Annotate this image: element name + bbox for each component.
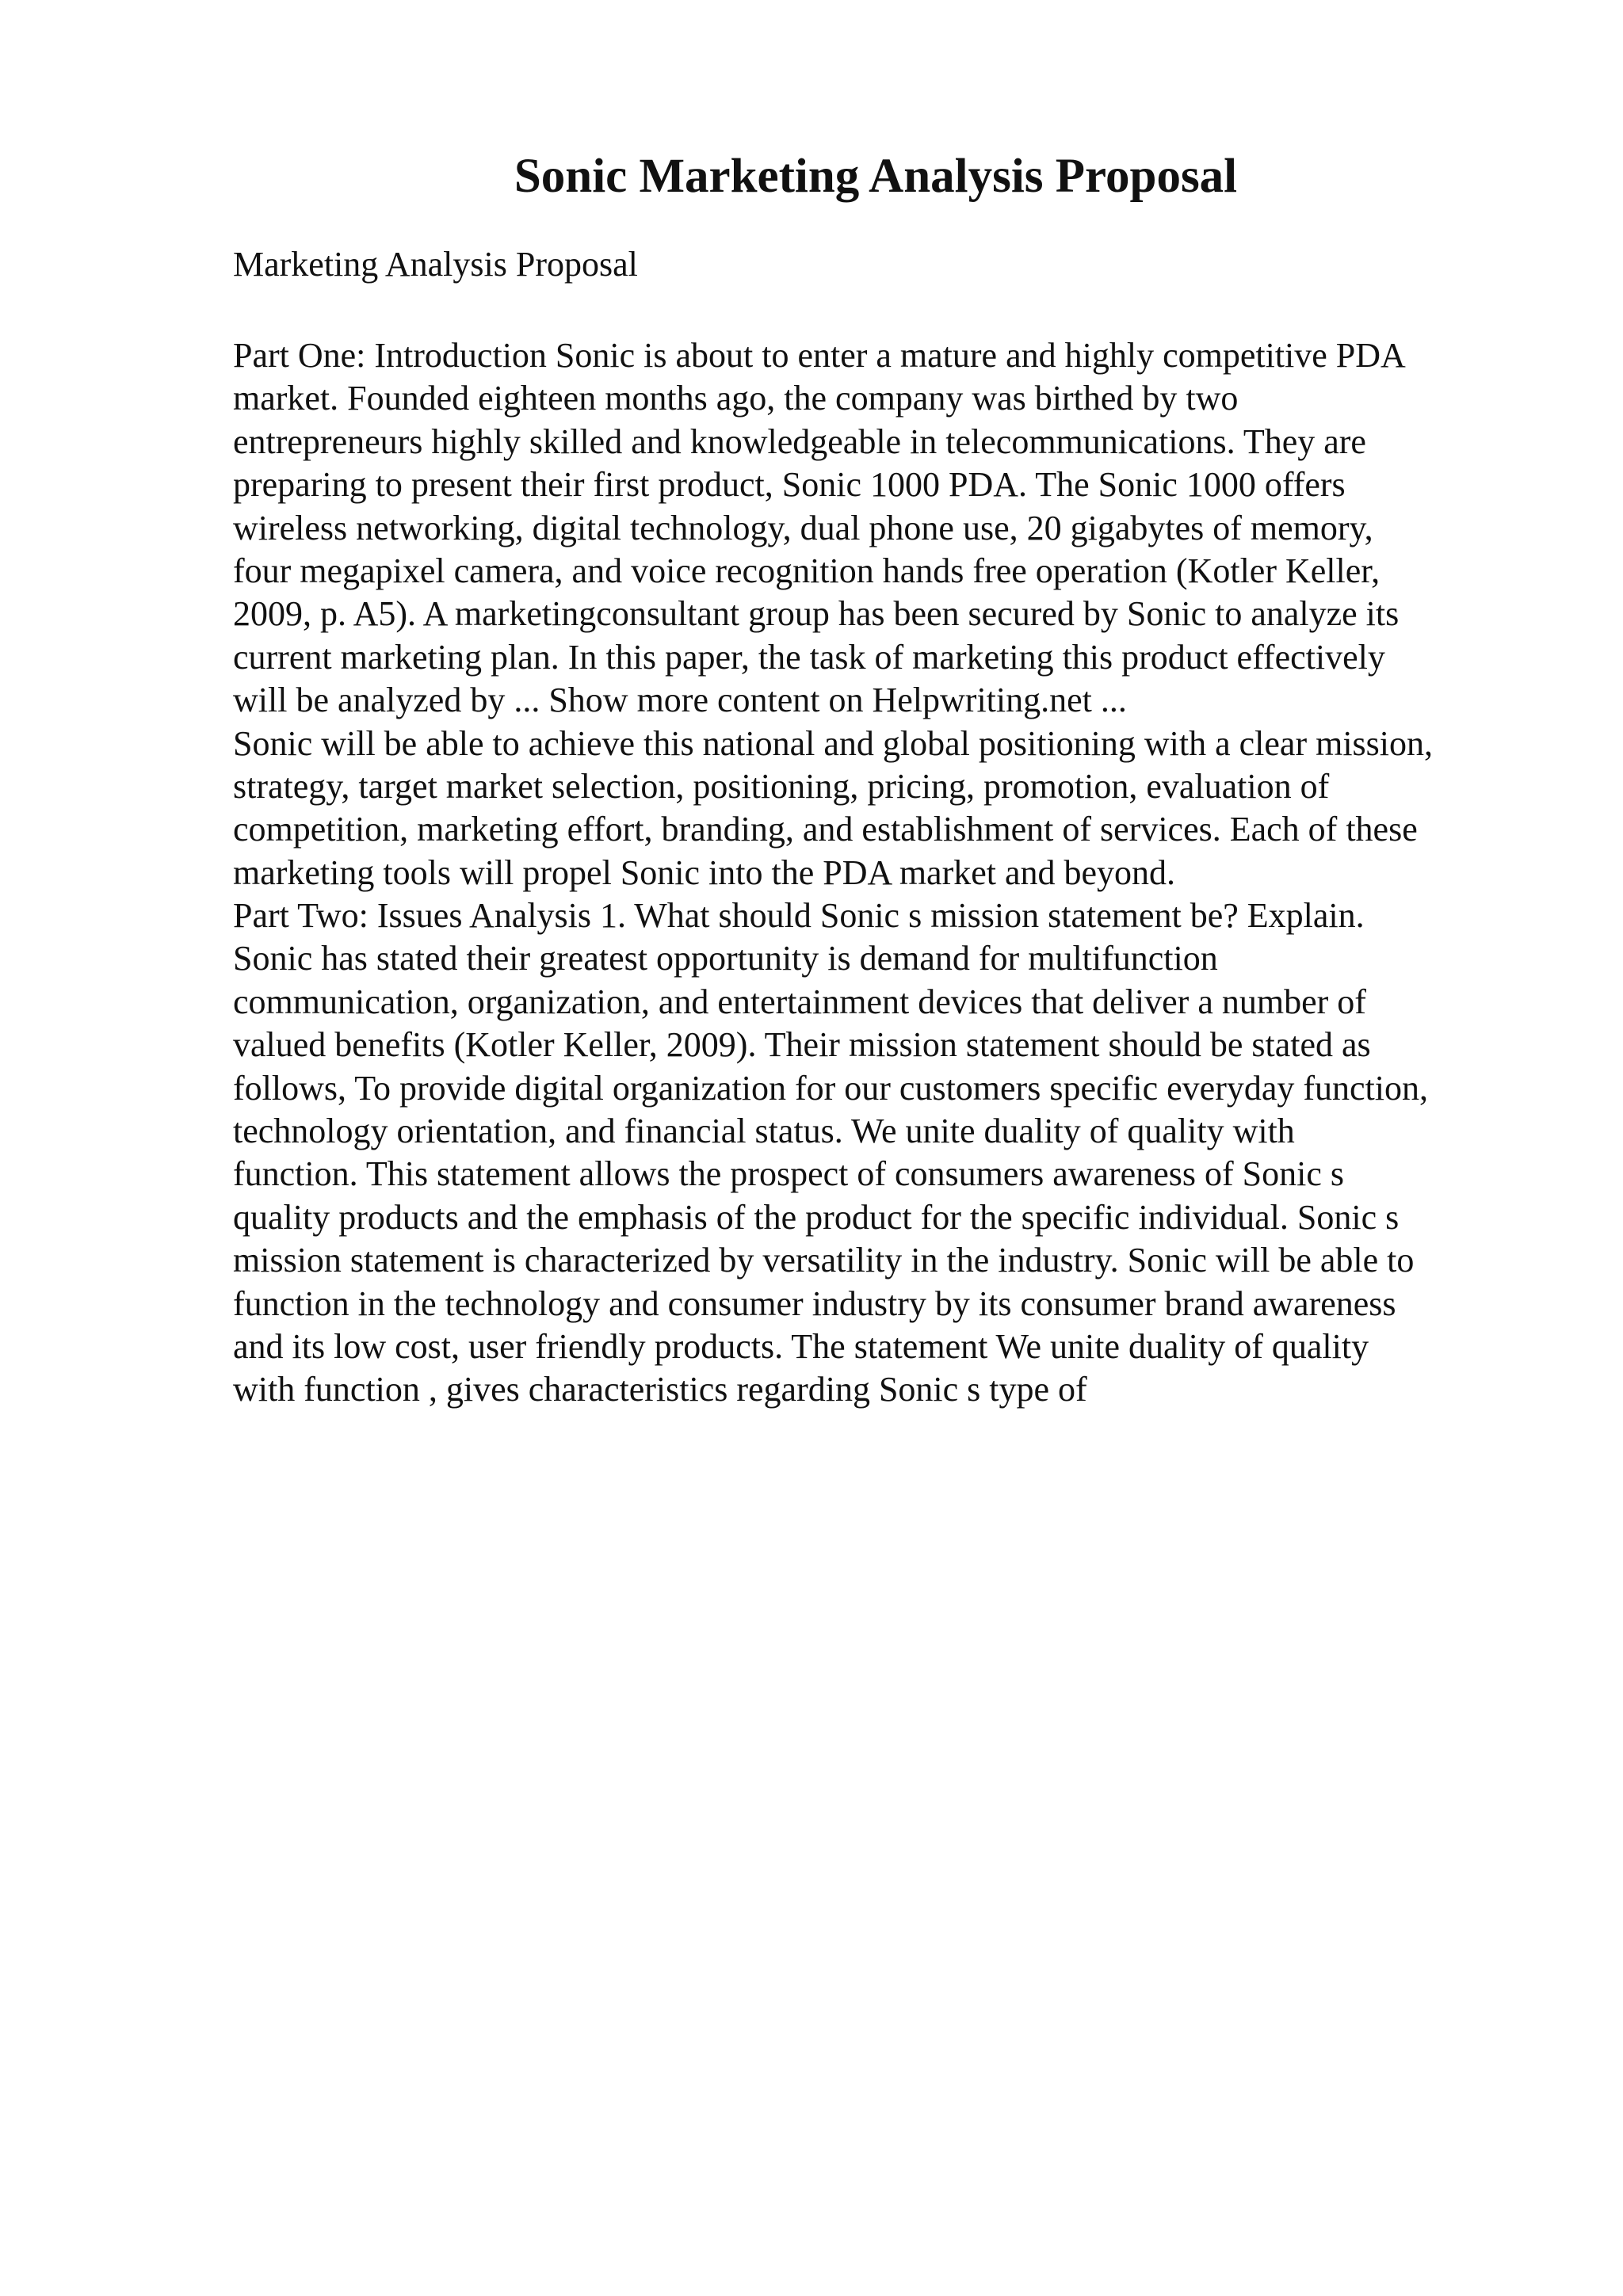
body-line: Part One: Introduction Sonic is about to enter a mature and highly competitive PDA <box>233 336 1406 375</box>
body-line: valued benefits (Kotler Keller, 2009). Their mission statement should be stated as <box>233 1025 1371 1065</box>
body-line: mission statement is characterized by versatility in the industry. Sonic will be able to <box>233 1241 1415 1280</box>
body-line: quality products and the emphasis of the product for the specific individual. Sonic s <box>233 1197 1400 1237</box>
body-line: entrepreneurs highly skilled and knowledgeable in telecommunications. They are <box>233 421 1366 461</box>
body-line: Sonic will be able to achieve this national and global positioning with a clear mission, <box>233 723 1434 763</box>
body-line: follows, To provide digital organization for our customers specific everyday function, <box>233 1068 1429 1108</box>
body-line: Sonic has stated their greatest opportunity is demand for multifunction <box>233 939 1218 978</box>
body-line: 2009, p. A5). A marketingconsultant group has been secured by Sonic to analyze its <box>233 594 1400 634</box>
body-line: function in the technology and consumer industry by its consumer brand awareness <box>233 1283 1396 1323</box>
body-line: four megapixel camera, and voice recognition hands free operation (Kotler Keller, <box>233 551 1381 590</box>
body-line: and its low cost, user friendly products. The statement We unite duality of quality <box>233 1326 1369 1366</box>
body-line: marketing tools will propel Sonic into the PDA market and beyond. <box>233 852 1176 892</box>
body-line: function. This statement allows the prospect of consumers awareness of Sonic s <box>233 1154 1344 1194</box>
body-line: wireless networking, digital technology, dual phone use, 20 gigabytes of memory, <box>233 508 1373 547</box>
body-line: will be analyzed by ... Show more content on Helpwriting.net ... <box>233 681 1127 720</box>
document-subtitle: Marketing Analysis Proposal <box>233 245 638 284</box>
body-line: Part Two: Issues Analysis 1. What should Sonic s mission statement be? Explain. <box>233 896 1365 936</box>
body-line: competition, marketing effort, branding, and establishment of services. Each of these <box>233 810 1418 849</box>
body-line: technology orientation, and financial status. We unite duality of quality with <box>233 1112 1295 1151</box>
body-line: preparing to present their first product, Sonic 1000 PDA. The Sonic 1000 offers <box>233 465 1346 505</box>
body-line: current marketing plan. In this paper, the task of marketing this product effectively <box>233 637 1385 677</box>
body-line: strategy, target market selection, positioning, pricing, promotion, evaluation of <box>233 766 1330 806</box>
body-line: communication, organization, and entertainment devices that deliver a number of <box>233 982 1366 1021</box>
document-body <box>233 334 1533 1412</box>
document-title: Sonic Marketing Analysis Proposal <box>514 150 1238 203</box>
body-line: market. Founded eighteen months ago, the company was birthed by two <box>233 379 1239 418</box>
body-line: with function , gives characteristics regarding Sonic s type of <box>233 1370 1087 1409</box>
